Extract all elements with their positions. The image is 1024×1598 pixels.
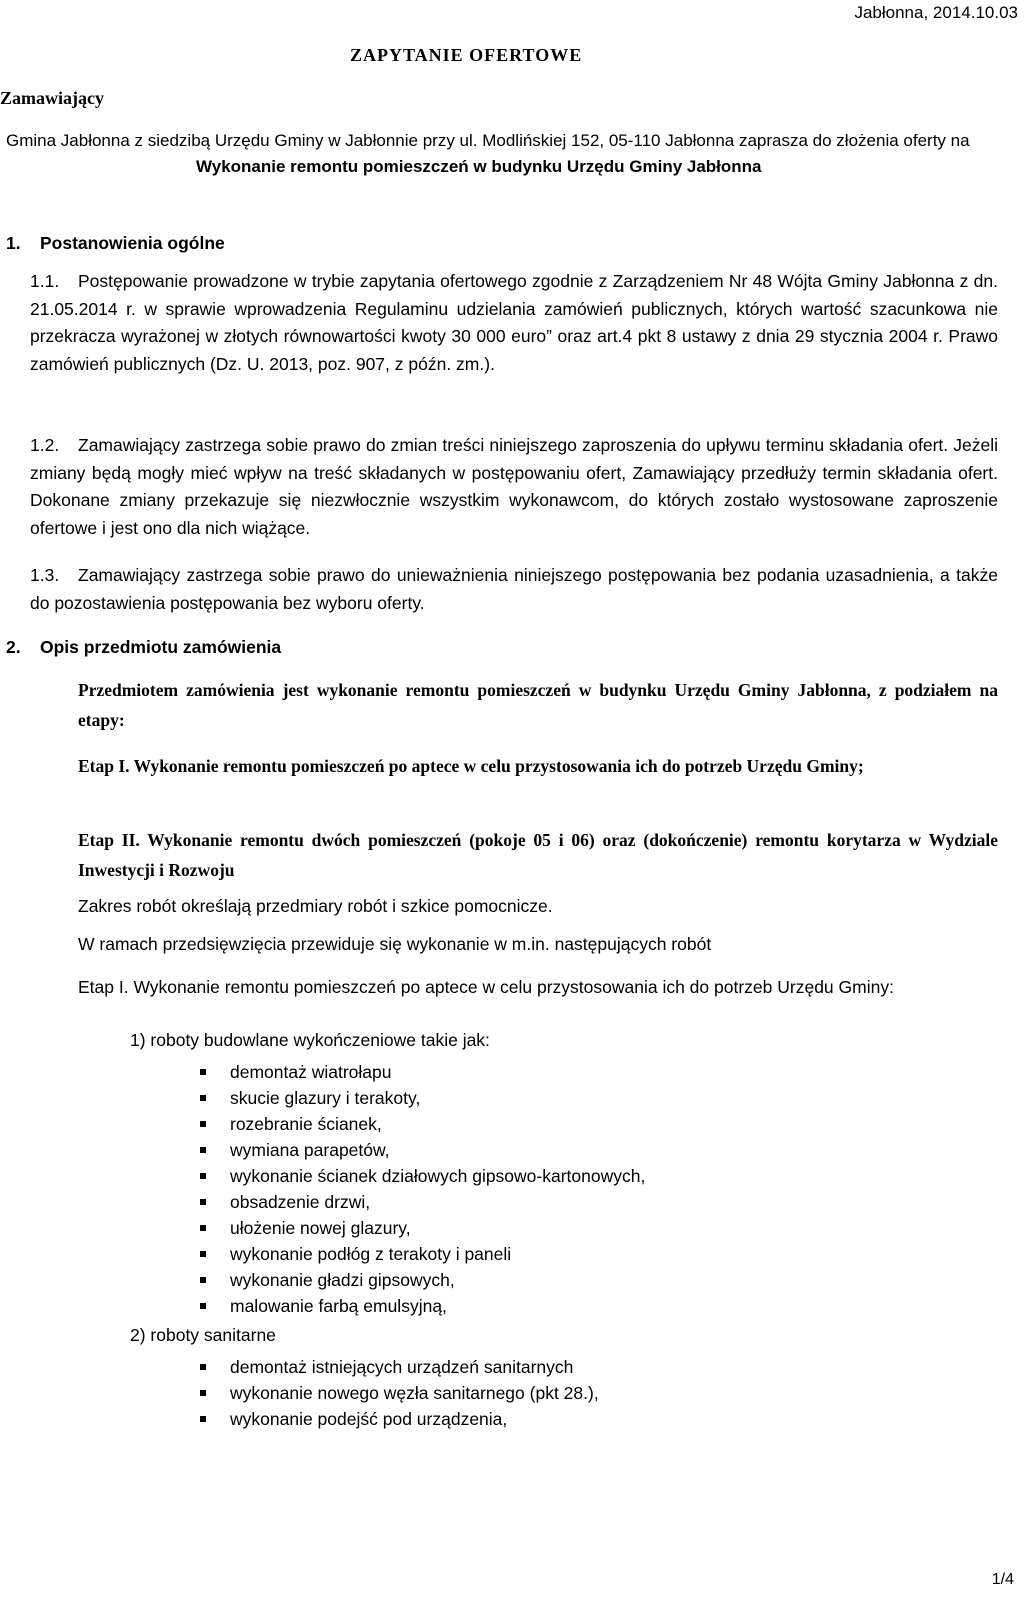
section-1-heading (6, 233, 225, 254)
list-item: demontaż istniejących urządzeń sanitarnych (200, 1354, 599, 1380)
stage-1-detail: Etap I. Wykonanie remontu pomieszczeń po aptece w celu przystosowania ich do potrzeb Urzędu Gminy: (78, 977, 894, 997)
item-text: Postępowanie prowadzone w trybie zapytania ofertowego zgodnie z Zarządzeniem Nr 48 Wójta Gminy Jabłonna z dn. 21.05.2014 r. w sprawie wprowadzenia Regulaminu udzielania zamówień publicznych, których wartość szacunkowa nie przekracza wyrażonej w złotych równowartości kwoty 30 000 euro” oraz art.4 pkt 8 ustawy z dnia 29 stycznia 2004 r. Prawo zamówień publicznych (Dz. U. 2013, poz. 907, z późn. zm.). (30, 271, 998, 374)
item-text: Zamawiający zastrzega sobie prawo do unieważnienia niniejszego postępowania bez podania uzasadnienia, a także do pozostawienia postępowania bez wyboru oferty. (30, 565, 998, 613)
order-subject: Wykonanie remontu pomieszczeń w budynku Urzędu Gminy Jabłonna (196, 157, 762, 176)
scope-note: Zakres robót określają przedmiary robót i szkice pomocnicze. (78, 896, 553, 916)
item-number: 1.1. (30, 271, 60, 291)
group-1-list (200, 1059, 645, 1319)
list-item: wykonanie nowego węzła sanitarnego (pkt 28.), (200, 1380, 599, 1406)
item-text: Zamawiający zastrzega sobie prawo do zmian treści niniejszego zaproszenia do upływu terminu składania ofert. Jeżeli zmiany będą mogły mieć wpływ na treść składanych w postępowaniu ofert, Zamawiający przedłuży termin składania ofert. Dokonane zmiany przekazuje się niezwłocznie wszystkim wykonawcom, do których zostało wystosowane zaproszenie ofertowe i jest ono dla nich wiążące. (30, 435, 998, 538)
list-item: wykonanie podłóg z terakoty i paneli (200, 1241, 645, 1267)
list-item: ułożenie nowej glazury, (200, 1215, 645, 1241)
orderer-intro-text: Gmina Jabłonna z siedzibą Urzędu Gminy w Jabłonnie przy ul. Modlińskiej 152, 05-110 Jabłonna zaprasza do złożenia oferty na (6, 131, 970, 150)
section-1-number: 1. (6, 233, 21, 253)
stage-2: Etap II. Wykonanie remontu dwóch pomieszczeń (pokoje 05 i 06) oraz (dokończenie) remontu korytarza w Wydziale Inwestycji i Rozwoju (78, 830, 998, 880)
list-item: obsadzenie drzwi, (200, 1189, 645, 1215)
group-2-list (200, 1354, 599, 1432)
page-number: 1/4 (991, 1571, 1014, 1588)
stage-1: Etap I. Wykonanie remontu pomieszczeń po aptece w celu przystosowania ich do potrzeb Urzędu Gminy; (78, 756, 864, 776)
item-number: 1.2. (30, 435, 60, 455)
list-item: wykonanie ścianek działowych gipsowo-kartonowych, (200, 1163, 645, 1189)
document-title: ZAPYTANIE OFERTOWE (350, 45, 583, 65)
group-1-title: 1) roboty budowlane wykończeniowe takie jak: (130, 1030, 490, 1050)
list-item: wykonanie gładzi gipsowych, (200, 1267, 645, 1293)
list-item: wymiana parapetów, (200, 1137, 645, 1163)
section-1-item (30, 432, 998, 542)
item-number: 1.3. (30, 565, 60, 585)
order-description: Przedmiotem zamówienia jest wykonanie remontu pomieszczeń w budynku Urzędu Gminy Jabłonna, z podziałem na etapy: (78, 680, 998, 730)
section-2-number: 2. (6, 637, 21, 657)
section-1-item (30, 268, 998, 378)
list-item: skucie glazury i terakoty, (200, 1085, 645, 1111)
section-2-heading (6, 637, 281, 658)
section-1-title: Postanowienia ogólne (40, 233, 225, 253)
section-1-item (30, 562, 998, 617)
group-2-title: 2) roboty sanitarne (130, 1325, 276, 1345)
list-item: demontaż wiatrołapu (200, 1059, 645, 1085)
section-2-title: Opis przedmiotu zamówienia (40, 637, 282, 657)
orderer-heading: Zamawiający (0, 88, 104, 108)
list-item: rozebranie ścianek, (200, 1111, 645, 1137)
list-item: malowanie farbą emulsyjną, (200, 1293, 645, 1319)
planned-works-intro: W ramach przedsięwzięcia przewiduje się wykonanie w m.in. następujących robót (78, 934, 712, 954)
list-item: wykonanie podejść pod urządzenia, (200, 1406, 599, 1432)
document-date: Jabłonna, 2014.10.03 (854, 3, 1018, 22)
orderer-intro (6, 128, 988, 180)
